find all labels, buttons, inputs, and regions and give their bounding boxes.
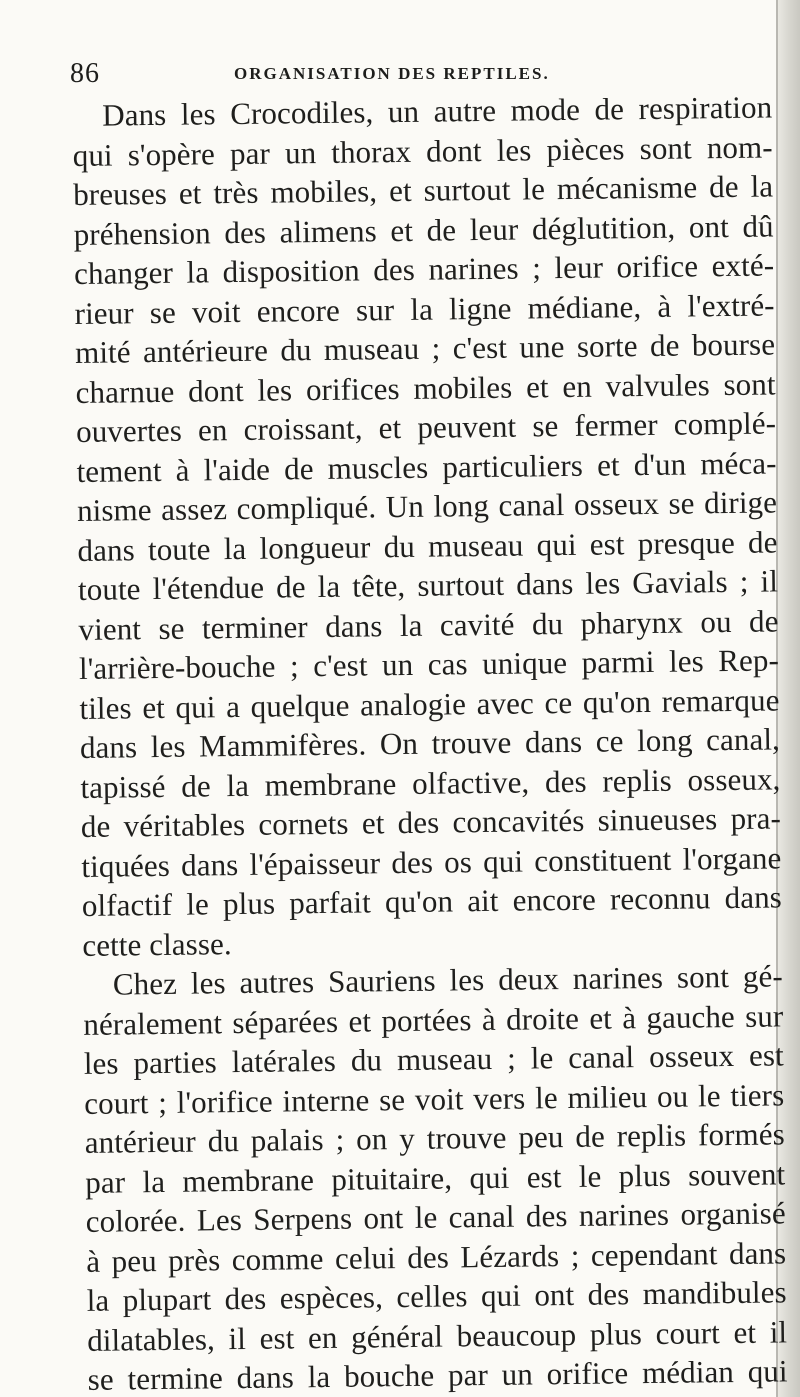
text-line: antérieur du palais ; on y trouve peu de replis formés — [84, 1116, 785, 1160]
text-line: changer la disposition des narines ; leur orifice exté- — [73, 247, 775, 291]
page-number: 86 — [70, 58, 100, 89]
text-line: la plupart des espèces, celles qui ont des mandibules — [86, 1274, 787, 1318]
text-line: tiles et qui a quelque analogie avec ce qu'on remarque — [79, 681, 780, 726]
text-line: qui s'opère par un thorax dont les pièces sont nom- — [72, 128, 773, 173]
page-header — [70, 58, 770, 92]
text-line: les parties latérales du museau ; le canal osseux est — [83, 1037, 784, 1081]
text-line: breuses et très mobiles, et surtout le mécanisme de la — [72, 168, 774, 212]
body-text — [72, 87, 788, 1397]
text-line: dilatables, il est en général beaucoup plus court et il — [86, 1313, 788, 1358]
text-line: Dans les Crocodiles, un autre mode de respiration — [102, 89, 773, 133]
text-line: nisme assez compliqué. Un long canal osseux se dirige — [76, 484, 778, 528]
text-line: de véritables cornets et des concavités sinueuses pra- — [80, 800, 782, 844]
text-line: olfactif le plus parfait qu'on ait encore reconnu dans — [81, 879, 783, 923]
text-line: se termine dans la bouche par un orifice médian qui — [87, 1353, 788, 1397]
text-line: ouvertes en croissant, et peuvent se fermer complé- — [75, 405, 777, 449]
text-line: court ; l'orifice interne se voit vers le milieu ou le tiers — [84, 1076, 785, 1121]
text-line: rieur se voit encore sur la ligne médiane, à l'extré- — [74, 286, 775, 331]
text-line: tiquées dans l'épaisseur des os qui constituent l'organe — [81, 839, 782, 884]
text-line: tement à l'aide de muscles particuliers et d'un méca- — [76, 444, 777, 489]
text-line: à peu près comme celui des Lézards ; cependant dans — [86, 1234, 787, 1279]
text-line: vient se terminer dans la cavité du pharynx ou de — [78, 602, 779, 647]
running-head: ORGANISATION DES REPTILES. — [234, 64, 550, 83]
text-line: toute l'étendue de la tête, surtout dans les Gavials ; il — [77, 563, 779, 607]
text-line: mité antérieure du museau ; c'est une sorte de bourse — [74, 326, 776, 370]
text-line: l'arrière-bouche ; c'est un cas unique parmi les Rep- — [78, 642, 780, 686]
text-line: charnue dont les orifices mobiles et en valvules sont — [75, 365, 776, 410]
text-line: par la membrane pituitaire, qui est le plus souvent — [85, 1155, 786, 1200]
text-line: Chez les autres Sauriens les deux narines sont gé- — [112, 958, 784, 1002]
text-line: dans toute la longueur du museau qui est presque de — [77, 523, 778, 568]
text-line: cette classe. — [82, 925, 232, 963]
text-line: tapissé de la membrane olfactive, des replis osseux, — [80, 760, 781, 805]
text-line: dans les Mammifères. On trouve dans ce long canal, — [79, 721, 781, 765]
text-line: néralement séparées et portées à droite et à gauche sur — [83, 997, 784, 1042]
text-line: colorée. Les Serpens ont le canal des narines organisé — [85, 1195, 786, 1239]
text-line: préhension des alimens et de leur déglutition, ont dû — [73, 207, 774, 252]
